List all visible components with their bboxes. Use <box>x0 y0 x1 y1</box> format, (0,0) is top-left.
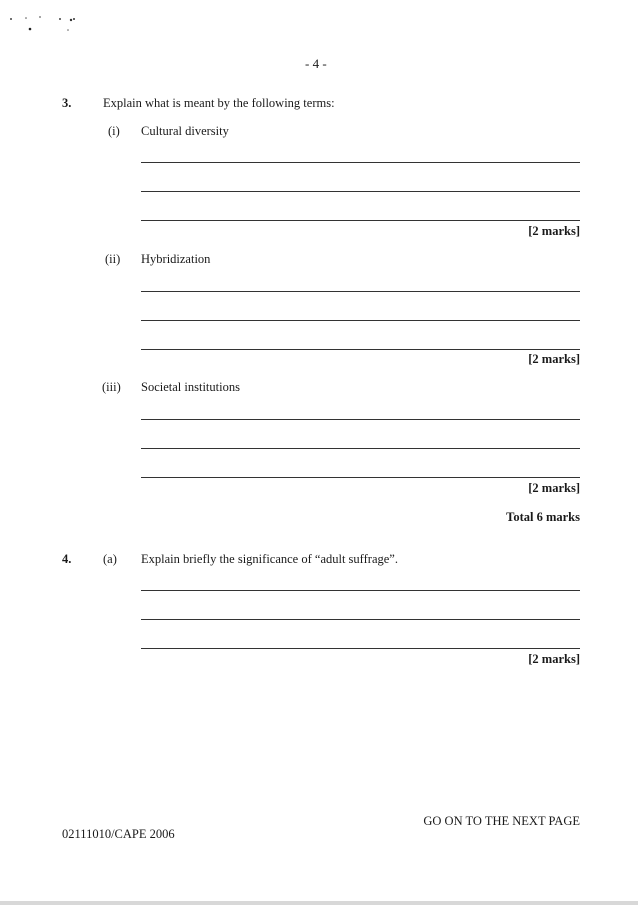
answer-line[interactable] <box>141 477 580 478</box>
answer-line[interactable] <box>141 220 580 221</box>
answer-line[interactable] <box>141 320 580 321</box>
answer-line[interactable] <box>141 619 580 620</box>
marks-label: [2 marks] <box>528 652 580 666</box>
part-term-iii: Societal institutions <box>141 380 240 394</box>
part-label-a: (a) <box>103 552 117 566</box>
part-label-iii: (iii) <box>102 380 121 394</box>
scan-edge <box>0 901 638 905</box>
page-number: - 4 - <box>305 56 327 71</box>
scan-specks <box>8 14 88 36</box>
total-marks: Total 6 marks <box>506 510 580 524</box>
marks-label: [2 marks] <box>528 352 580 366</box>
answer-line[interactable] <box>141 448 580 449</box>
part-term-ii: Hybridization <box>141 252 211 266</box>
marks-label: [2 marks] <box>528 224 580 238</box>
part-label-i: (i) <box>108 124 120 138</box>
question-3-stem: Explain what is meant by the following terms: <box>103 96 335 110</box>
answer-line[interactable] <box>141 349 580 350</box>
answer-line[interactable] <box>141 590 580 591</box>
question-3-number: 3. <box>62 96 72 110</box>
answer-line[interactable] <box>141 648 580 649</box>
paper-code: 02111010/CAPE 2006 <box>62 827 175 841</box>
question-4-number: 4. <box>62 552 72 566</box>
answer-line[interactable] <box>141 162 580 163</box>
question-4-prompt: Explain briefly the significance of “adult suffrage”. <box>141 552 398 566</box>
answer-line[interactable] <box>141 291 580 292</box>
go-on-notice: GO ON TO THE NEXT PAGE <box>423 814 580 828</box>
part-term-i: Cultural diversity <box>141 124 229 138</box>
answer-line[interactable] <box>141 419 580 420</box>
marks-label: [2 marks] <box>528 481 580 495</box>
part-label-ii: (ii) <box>105 252 121 266</box>
answer-line[interactable] <box>141 191 580 192</box>
